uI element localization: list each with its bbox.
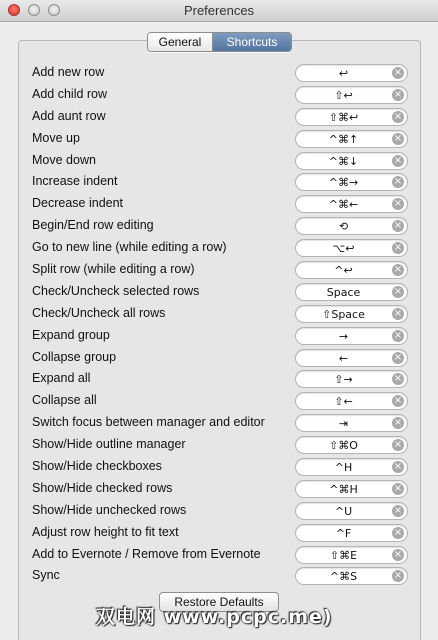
shortcut-recorder-field[interactable] xyxy=(295,283,408,301)
shortcut-recorder-field[interactable] xyxy=(295,305,408,323)
shortcut-row xyxy=(0,434,438,456)
shortcut-keys: ⇥ xyxy=(338,417,349,431)
clear-x-icon[interactable]: × xyxy=(393,285,403,297)
watermark: 双电网 www.pcpc.me) xyxy=(96,606,333,628)
shortcut-label: Add aunt row xyxy=(32,108,106,123)
shortcut-row xyxy=(0,128,438,150)
shortcut-label: Add to Evernote / Remove from Evernote xyxy=(32,546,261,561)
clear-x-icon[interactable]: × xyxy=(393,67,403,78)
shortcut-label: Add new row xyxy=(32,65,105,79)
shortcut-label: Decrease indent xyxy=(32,196,124,211)
clear-x-icon[interactable]: × xyxy=(393,154,403,166)
shortcut-row xyxy=(0,347,438,369)
shortcut-recorder-field[interactable] xyxy=(295,239,408,257)
shortcut-recorder-field[interactable] xyxy=(295,414,408,432)
shortcut-keys: ⇧→ xyxy=(334,373,353,387)
clear-x-icon[interactable]: × xyxy=(393,132,403,144)
shortcut-keys: ^H xyxy=(334,461,353,475)
shortcut-recorder-field[interactable] xyxy=(295,524,408,542)
shortcut-recorder-field[interactable] xyxy=(295,546,408,564)
shortcut-row xyxy=(0,62,438,84)
shortcut-label: Expand all xyxy=(32,371,91,386)
shortcut-keys: ^⌘← xyxy=(328,198,359,212)
shortcut-keys: ⌥↩ xyxy=(332,242,355,256)
shortcut-label: Move up xyxy=(32,130,80,145)
shortcut-row xyxy=(0,237,438,259)
preferences-tabs xyxy=(147,32,292,52)
shortcut-recorder-field[interactable] xyxy=(295,349,408,367)
clear-x-icon[interactable]: × xyxy=(393,329,403,341)
shortcut-keys: ^U xyxy=(334,504,353,518)
shortcut-row xyxy=(0,522,438,544)
clear-x-icon[interactable]: × xyxy=(393,417,403,429)
shortcut-keys: ⇧↩ xyxy=(334,88,353,102)
shortcut-recorder-field[interactable] xyxy=(295,370,408,388)
shortcut-recorder-field[interactable] xyxy=(295,173,408,191)
shortcut-label: Show/Hide unchecked rows xyxy=(32,502,187,517)
shortcut-row xyxy=(0,390,438,412)
shortcut-recorder-field[interactable] xyxy=(295,458,408,476)
shortcut-recorder-field[interactable] xyxy=(295,327,408,345)
clear-x-icon[interactable]: × xyxy=(393,570,403,582)
shortcut-label: Collapse group xyxy=(32,349,117,364)
title-bar xyxy=(0,0,438,22)
shortcut-keys: ^⌘↓ xyxy=(328,154,359,168)
shortcut-recorder-field[interactable] xyxy=(295,480,408,498)
clear-x-icon[interactable]: × xyxy=(393,307,403,319)
clear-x-icon[interactable]: × xyxy=(393,176,403,188)
clear-x-icon[interactable]: × xyxy=(393,526,403,538)
restore-defaults-button[interactable]: Restore Defaults xyxy=(159,592,279,612)
shortcut-keys: ⇧Space xyxy=(322,307,365,321)
clear-x-icon[interactable]: × xyxy=(393,373,403,385)
shortcut-row xyxy=(0,84,438,106)
shortcut-recorder-field[interactable] xyxy=(295,152,408,170)
shortcut-row xyxy=(0,456,438,478)
shortcut-recorder-field[interactable] xyxy=(295,86,408,104)
shortcut-keys: ^⌘→ xyxy=(328,176,359,190)
clear-x-icon[interactable]: × xyxy=(393,198,403,210)
shortcut-label: Show/Hide checked rows xyxy=(32,480,173,495)
shortcut-row xyxy=(0,412,438,434)
shortcut-row xyxy=(0,565,438,587)
shortcut-recorder-field[interactable] xyxy=(295,261,408,279)
tab-general[interactable]: General xyxy=(148,33,213,51)
shortcut-keys: ⇧⌘O xyxy=(329,439,358,453)
shortcut-row xyxy=(0,544,438,566)
shortcut-row xyxy=(0,478,438,500)
clear-x-icon[interactable]: × xyxy=(393,88,403,100)
shortcut-recorder-field[interactable] xyxy=(295,392,408,410)
shortcut-row xyxy=(0,500,438,522)
shortcut-label: Show/Hide outline manager xyxy=(32,437,186,452)
clear-x-icon[interactable]: × xyxy=(393,461,403,473)
shortcut-keys: ⇧← xyxy=(334,395,353,409)
shortcut-label: Expand group xyxy=(32,327,110,342)
shortcut-label: Check/Uncheck all rows xyxy=(32,305,166,320)
shortcut-recorder-field[interactable] xyxy=(295,567,408,585)
shortcut-row xyxy=(0,325,438,347)
shortcut-recorder-field[interactable] xyxy=(295,108,408,126)
shortcut-label: Split row (while editing a row) xyxy=(32,262,195,277)
shortcut-recorder-field[interactable] xyxy=(295,64,408,82)
shortcut-recorder-field[interactable] xyxy=(295,195,408,213)
clear-x-icon[interactable]: × xyxy=(393,351,403,363)
shortcut-keys: ^⌘S xyxy=(329,570,358,584)
shortcut-recorder-field[interactable] xyxy=(295,436,408,454)
shortcut-row xyxy=(0,303,438,325)
clear-x-icon[interactable]: × xyxy=(393,482,403,494)
clear-x-icon[interactable]: × xyxy=(393,504,403,516)
shortcut-recorder-field[interactable] xyxy=(295,217,408,235)
shortcut-keys: ⇧⌘↩ xyxy=(328,110,359,124)
shortcut-recorder-field[interactable] xyxy=(295,502,408,520)
shortcut-keys: ⇧⌘E xyxy=(329,548,358,562)
tab-shortcuts[interactable]: Shortcuts xyxy=(213,33,291,51)
shortcut-label: Go to new line (while editing a row) xyxy=(32,240,227,255)
shortcut-label: Adjust row height to fit text xyxy=(32,524,179,539)
clear-x-icon[interactable]: × xyxy=(393,395,403,407)
clear-x-icon[interactable]: × xyxy=(393,439,403,451)
shortcut-list xyxy=(0,62,438,587)
shortcut-row xyxy=(0,281,438,303)
clear-x-icon[interactable]: × xyxy=(393,264,403,276)
shortcut-keys: ← xyxy=(338,351,349,365)
shortcut-row xyxy=(0,150,438,172)
shortcut-row xyxy=(0,106,438,128)
shortcut-keys: ^F xyxy=(335,526,352,540)
shortcut-keys: ^⌘↑ xyxy=(328,132,359,146)
shortcut-keys: ⟲ xyxy=(338,220,349,234)
shortcut-label: Switch focus between manager and editor xyxy=(32,415,265,430)
clear-x-icon[interactable]: × xyxy=(393,242,403,254)
clear-x-icon[interactable]: × xyxy=(393,110,403,122)
shortcut-keys: → xyxy=(338,329,349,343)
clear-x-icon[interactable]: × xyxy=(393,220,403,232)
shortcut-label: Add child row xyxy=(32,86,108,101)
shortcut-label: Increase indent xyxy=(32,174,118,189)
shortcut-keys: ^↩ xyxy=(334,264,353,278)
shortcut-row xyxy=(0,259,438,281)
shortcut-keys: ↩ xyxy=(338,67,349,80)
shortcut-keys: ^⌘H xyxy=(329,482,358,496)
shortcut-label: Check/Uncheck selected rows xyxy=(32,283,200,298)
shortcut-label: Show/Hide checkboxes xyxy=(32,459,162,474)
shortcut-label: Move down xyxy=(32,152,96,167)
shortcut-recorder-field[interactable] xyxy=(295,130,408,148)
shortcut-label: Collapse all xyxy=(32,393,97,408)
shortcut-row xyxy=(0,193,438,215)
shortcut-label: Sync xyxy=(32,568,60,583)
shortcut-row xyxy=(0,171,438,193)
shortcut-row xyxy=(0,215,438,237)
shortcut-row xyxy=(0,368,438,390)
window-title: Preferences xyxy=(183,3,255,18)
shortcut-keys: Space xyxy=(326,285,361,299)
clear-x-icon[interactable]: × xyxy=(393,548,403,560)
shortcut-label: Begin/End row editing xyxy=(32,218,154,233)
